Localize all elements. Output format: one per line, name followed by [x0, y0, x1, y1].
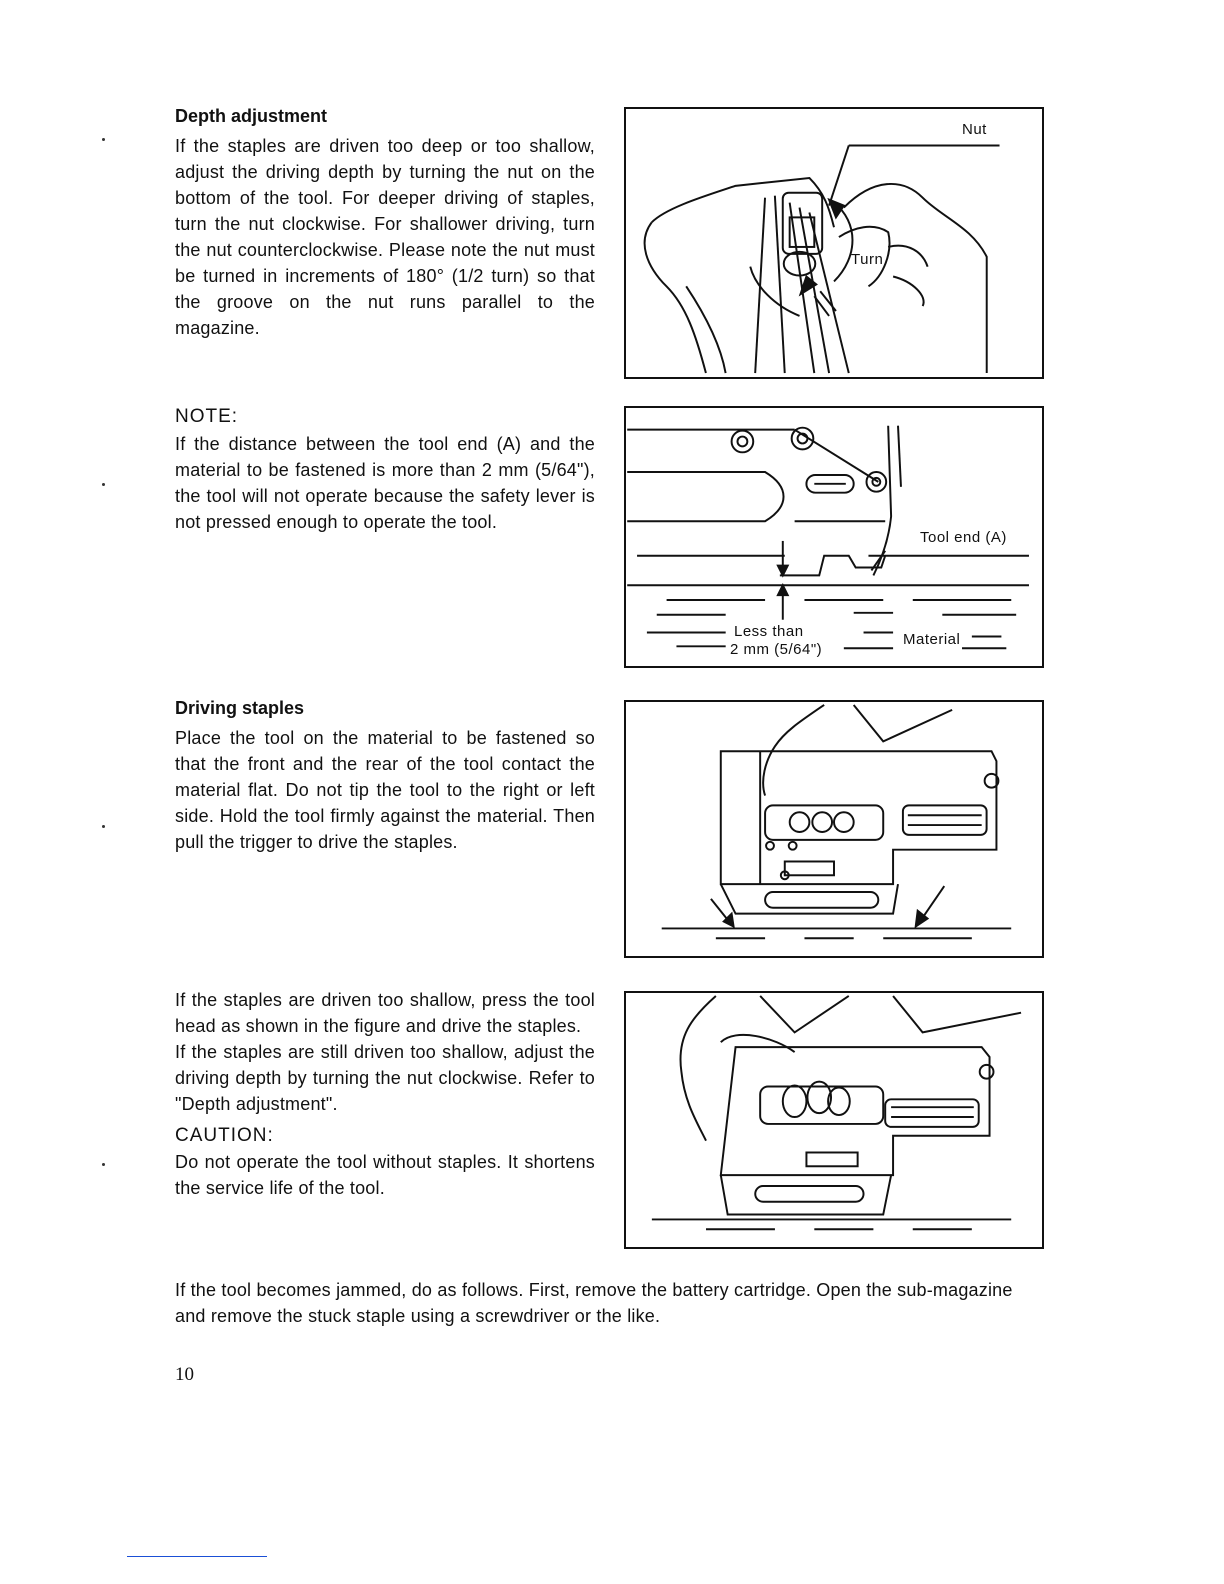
- driving-staples-text: Place the tool on the material to be fastened so that the front and the rear of the tool contact the material flat. Do not tip the tool to the right or left side. Hold the tool firmly against the material. Then pull the trigger to drive the staples.: [175, 728, 595, 852]
- figure-press-tool-head: [624, 991, 1044, 1249]
- caution-text: Do not operate the tool without staples. It shortens the service life of the tool.: [175, 1152, 595, 1198]
- margin-mark: [102, 483, 105, 486]
- shallow-section: [175, 987, 595, 1201]
- figure-depth-nut: [624, 107, 1044, 379]
- nut-label: Nut: [962, 121, 987, 138]
- dimension-label: 2 mm (5/64"): [730, 641, 823, 658]
- driving-staples-illustration: [626, 702, 1042, 956]
- depth-adjustment-text: If the staples are driven too deep or too shallow, adjust the driving depth by turning the nut on the bottom of the tool. For deeper driving of staples, turn the nut clockwise. For shallower driving, turn the nut counterclockwise. Please note the nut must be turned in increments of 180° (1/2 turn) so that the groove on the nut runs parallel to the magazine.: [175, 136, 595, 338]
- turn-label: Turn: [851, 251, 884, 268]
- jam-text: If the tool becomes jammed, do as follows. First, remove the battery cartridge. Open the sub-magazine and remove the stuck staple using a screwdriver or the like.: [175, 1280, 1013, 1326]
- figure-tool-end: [624, 406, 1044, 668]
- driving-staples-heading: Driving staples: [175, 698, 305, 718]
- note-section: [175, 404, 595, 535]
- shallow-text-2: If the staples are still driven too shallow, adjust the driving depth by turning the nut clockwise. Refer to "Depth adjustment".: [175, 1042, 595, 1114]
- material-label: Material: [903, 631, 961, 648]
- note-label: NOTE:: [175, 406, 239, 427]
- driving-staples-section: [175, 695, 595, 855]
- caution-label: CAUTION:: [175, 1125, 274, 1146]
- less-than-label: Less than: [734, 623, 804, 640]
- depth-adjustment-section: [175, 103, 595, 341]
- page-number: 10: [175, 1364, 194, 1385]
- margin-mark: [102, 138, 105, 141]
- note-text: If the distance between the tool end (A) and the material to be fastened is more than 2 mm (5/64"), the tool will not operate because the safety lever is not pressed enough to operate the tool.: [175, 434, 595, 532]
- margin-mark: [102, 1163, 105, 1166]
- figure-driving-staples: [624, 700, 1044, 958]
- footer-rule: [127, 1556, 267, 1557]
- margin-mark: [102, 825, 105, 828]
- nut-turn-illustration: [626, 109, 1042, 377]
- tool-end-label: Tool end (A): [920, 529, 1007, 546]
- shallow-text-1: If the staples are driven too shallow, press the tool head as shown in the figure and drive the staples.: [175, 990, 595, 1036]
- press-tool-head-illustration: [626, 993, 1042, 1247]
- depth-adjustment-heading: Depth adjustment: [175, 106, 328, 126]
